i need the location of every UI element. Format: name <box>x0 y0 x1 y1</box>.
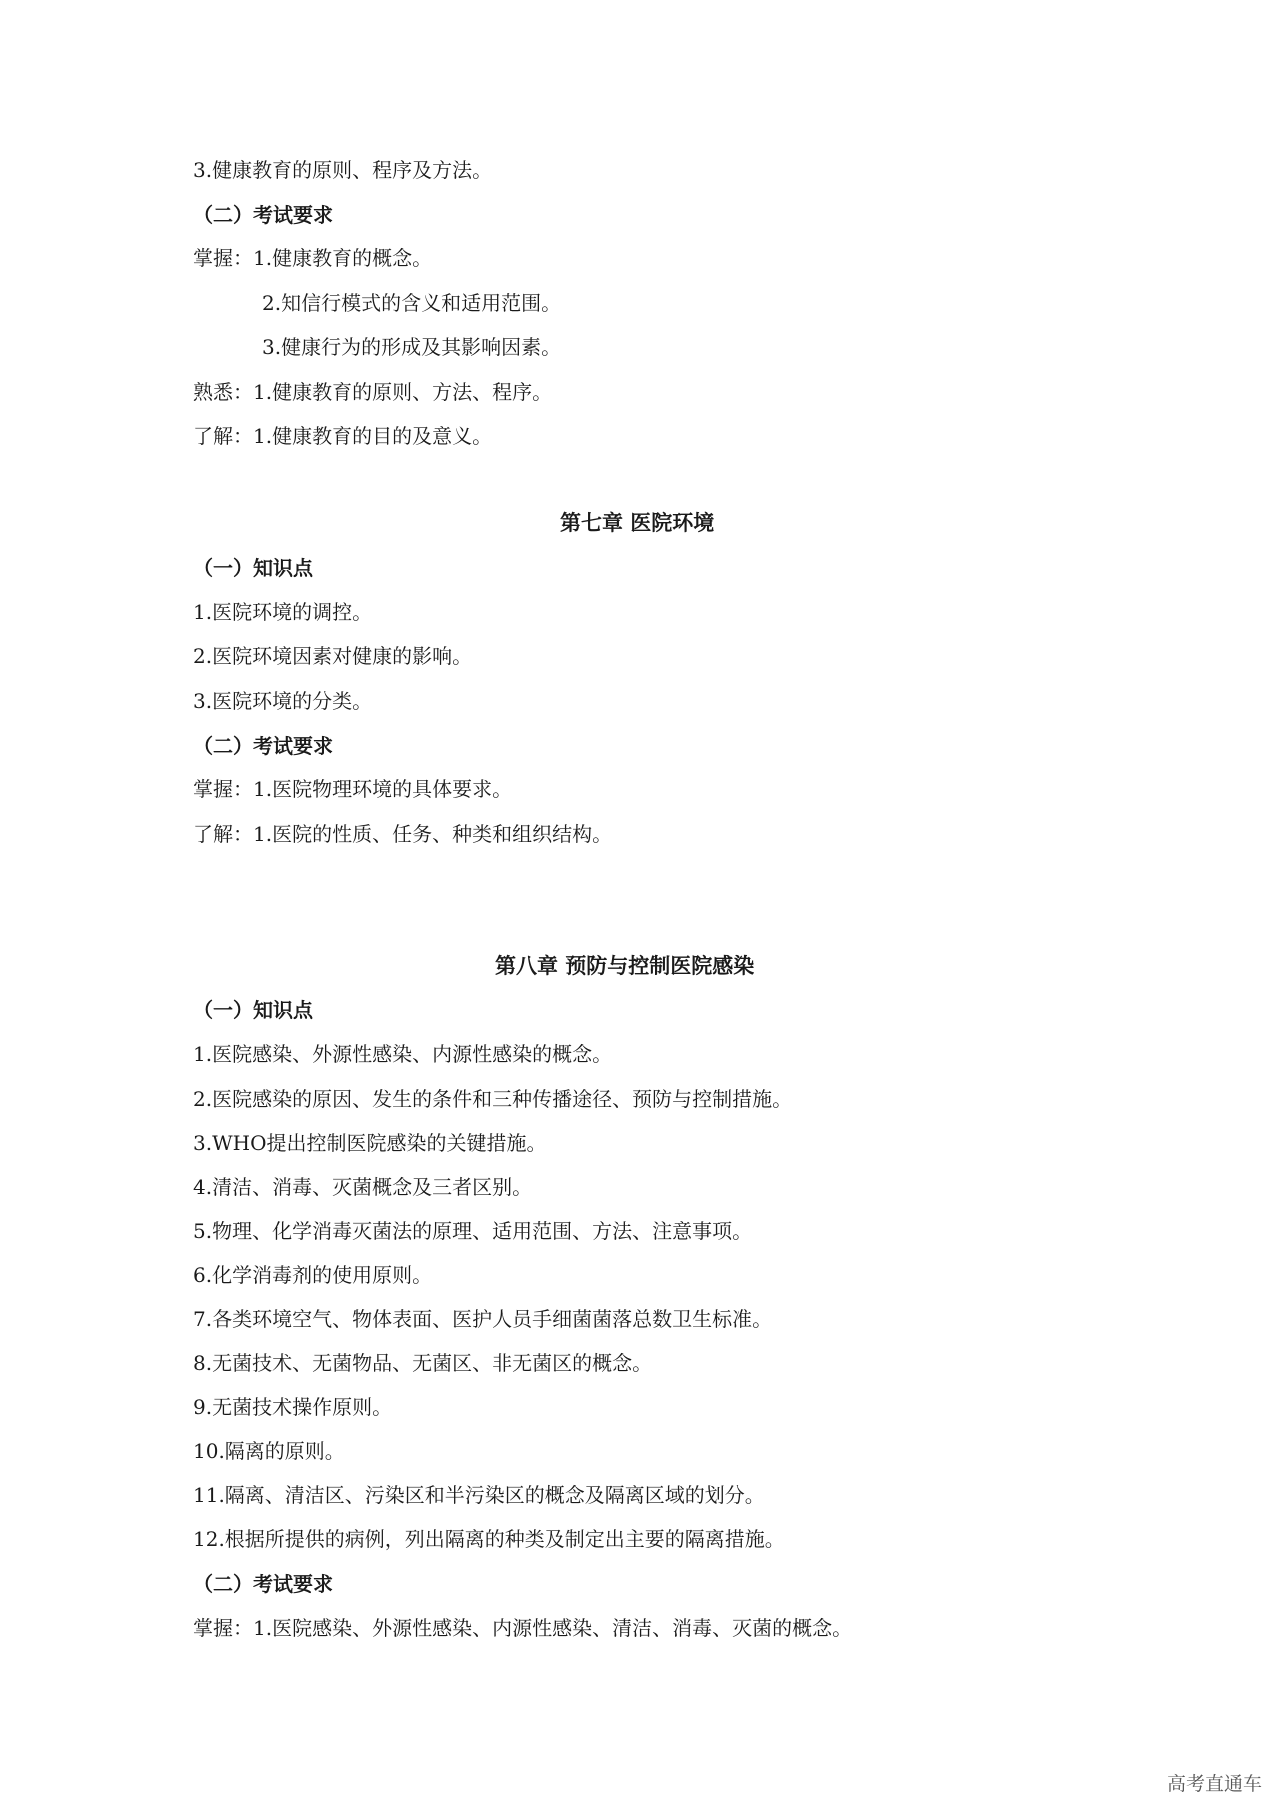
chapter-title: 第七章 医院环境 <box>560 511 715 535</box>
watermark-text: 高考直通车 <box>1166 1773 1262 1795</box>
knowledge-point: 9.无菌技术操作原则。 <box>193 1395 393 1419</box>
familiar-item: 熟悉：1.健康教育的原则、方法、程序。 <box>193 380 553 404</box>
exam-requirements-heading: （二）考试要求 <box>193 203 333 227</box>
knowledge-point: 2.医院环境因素对健康的影响。 <box>193 644 473 668</box>
knowledge-point: 5.物理、化学消毒灭菌法的原理、适用范围、方法、注意事项。 <box>193 1219 753 1243</box>
knowledge-point: 8.无菌技术、无菌物品、无菌区、非无菌区的概念。 <box>193 1351 653 1375</box>
knowledge-point: 3.WHO提出控制医院感染的关键措施。 <box>193 1131 547 1155</box>
knowledge-point: 3.医院环境的分类。 <box>193 689 373 713</box>
knowledge-point: 11.隔离、清洁区、污染区和半污染区的概念及隔离区域的划分。 <box>193 1483 765 1507</box>
knowledge-point: 1.医院感染、外源性感染、内源性感染的概念。 <box>193 1042 613 1066</box>
knowledge-point: 6.化学消毒剂的使用原则。 <box>193 1263 433 1287</box>
knowledge-point: 3.健康教育的原则、程序及方法。 <box>193 158 493 182</box>
master-item: 3.健康行为的形成及其影响因素。 <box>262 335 562 359</box>
knowledge-point: 12.根据所提供的病例，列出隔离的种类及制定出主要的隔离措施。 <box>193 1527 785 1551</box>
master-item: 掌握：1.健康教育的概念。 <box>193 246 433 270</box>
knowledge-points-heading: （一）知识点 <box>193 556 313 580</box>
knowledge-point: 7.各类环境空气、物体表面、医护人员手细菌菌落总数卫生标准。 <box>193 1307 773 1331</box>
master-item: 掌握：1.医院物理环境的具体要求。 <box>193 777 513 801</box>
knowledge-point: 10.隔离的原则。 <box>193 1439 345 1463</box>
exam-requirements-heading: （二）考试要求 <box>193 1572 333 1596</box>
knowledge-point: 1.医院环境的调控。 <box>193 600 373 624</box>
master-item: 2.知信行模式的含义和适用范围。 <box>262 291 562 315</box>
knowledge-points-heading: （一）知识点 <box>193 998 313 1022</box>
chapter-title: 第八章 预防与控制医院感染 <box>495 954 755 978</box>
exam-requirements-heading: （二）考试要求 <box>193 734 333 758</box>
understand-item: 了解：1.医院的性质、任务、种类和组织结构。 <box>193 822 613 846</box>
understand-item: 了解：1.健康教育的目的及意义。 <box>193 424 493 448</box>
knowledge-point: 2.医院感染的原因、发生的条件和三种传播途径、预防与控制措施。 <box>193 1087 793 1111</box>
knowledge-point: 4.清洁、消毒、灭菌概念及三者区别。 <box>193 1175 533 1199</box>
master-item: 掌握：1.医院感染、外源性感染、内源性感染、清洁、消毒、灭菌的概念。 <box>193 1616 853 1640</box>
